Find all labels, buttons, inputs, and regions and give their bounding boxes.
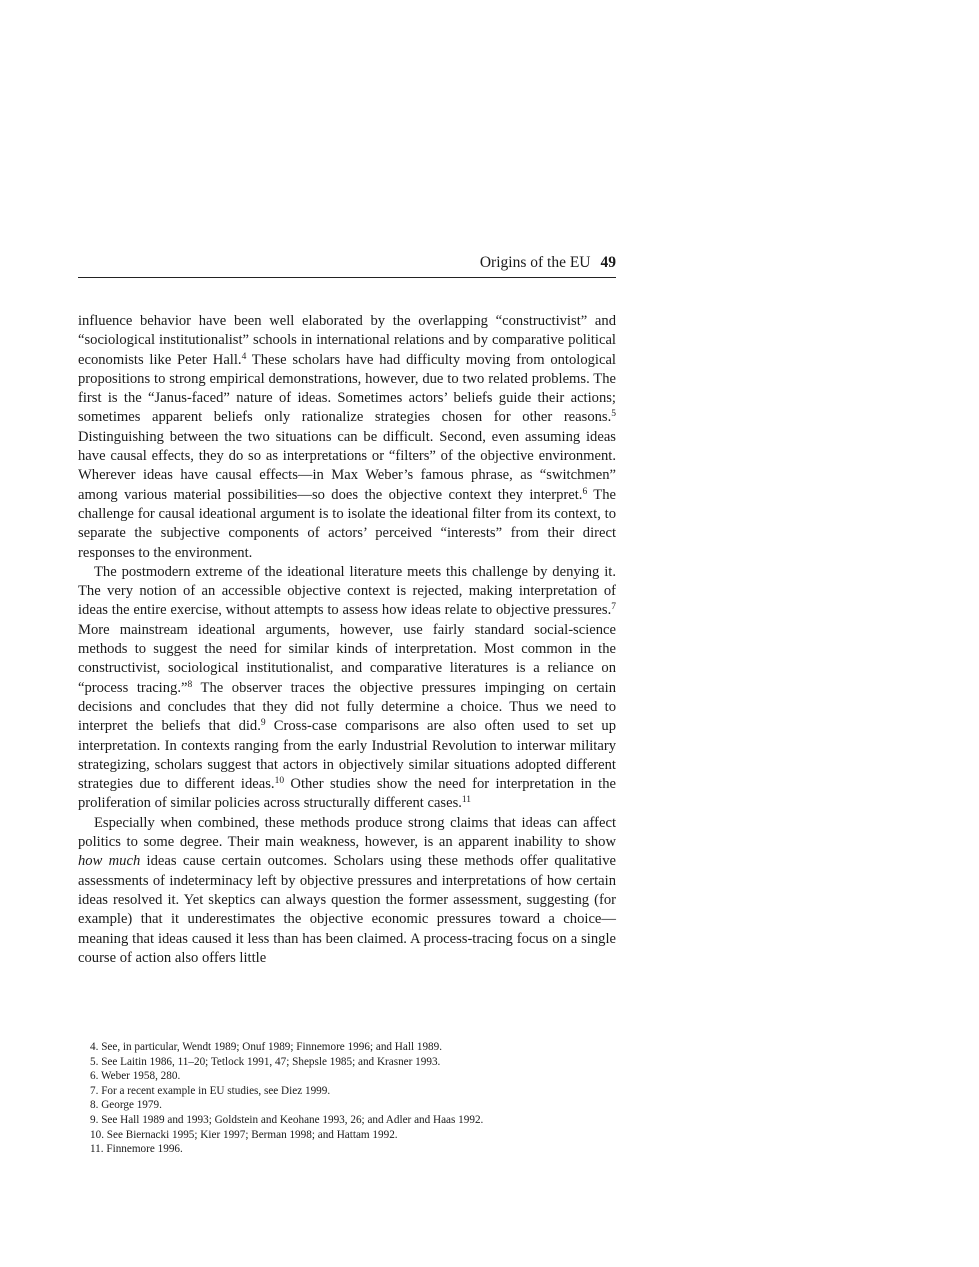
footnote-ref: 7	[611, 602, 616, 613]
running-title: Origins of the EU	[479, 254, 591, 271]
paragraph	[78, 563, 616, 814]
footnote: 11. Finnemore 1996.	[90, 1143, 183, 1156]
page-number: 49	[600, 254, 616, 271]
paragraph	[78, 312, 616, 563]
text-run: Especially when combined, these methods produce strong claims that ideas can affect politics to some degree. Their main weakness, however, is an apparent inability to show	[78, 814, 616, 851]
text-run: More mainstream ideational arguments, however, use fairly standard social-science methods to suggest the need for similar kinds of interpretation. Most common in the constructivist, sociological institutionalist, and comparative literatures is a reliance on “process tracing.”	[78, 621, 616, 696]
paragraph	[78, 814, 616, 968]
footnote: 4. See, in particular, Wendt 1989; Onuf 1989; Finnemore 1996; and Hall 1989.	[90, 1041, 443, 1053]
text-run: Cross-case comparisons are also often used to set up interpretation. In contexts ranging from the early Industrial Revolution to interwar military strategizing, scholars suggest that actors in objectively similar situations adopted different strategies due to different ideas.	[78, 718, 617, 793]
text-run: These scholars have had difficulty moving from ontological propositions to strong empirical demonstrations, however, due to two related problems. The first is the “Janus-faced” nature of ideas. Sometimes actors’ beliefs guide their actions; sometimes apparent beliefs only rationalize strategies chosen for other reasons.	[78, 351, 616, 426]
text-run: Other studies show the need for interpretation in the proliferation of similar policies across structurally different cases.	[78, 776, 616, 812]
footnote-ref: 5	[611, 409, 616, 420]
text-run: The observer traces the objective pressures impinging on certain decisions and concludes that they did not fully determine a choice. Thus we need to interpret the beliefs that did.	[78, 679, 616, 735]
header-rule	[78, 277, 616, 278]
emphasis-text: how much	[78, 853, 141, 870]
body-text	[78, 312, 616, 968]
footnote: 9. See Hall 1989 and 1993; Goldstein and Keohane 1993, 26; and Adler and Haas 1992.	[90, 1113, 484, 1126]
footnote-ref: 9	[260, 718, 266, 729]
text-run: The challenge for causal ideational argument is to isolate the ideational filter from its context, to separate the subjective components of actors’ perceived “interests” from their direct responses to the environment.	[78, 486, 616, 561]
footnote-ref: 6	[582, 486, 588, 497]
footnote: 6. Weber 1958, 280.	[90, 1070, 181, 1083]
text-run: ideas cause certain outcomes. Scholars using these methods offer qualitative assessments of indeterminacy left by objective pressures and interpretations of how certain ideas resolved it. Yet skeptics can always question the former assessment, suggesting (for example) that it underestimates the objective economic pressures toward a choice—meaning that ideas caused it less than has been claimed. A process-tracing focus on a single course of action also offers little	[78, 853, 616, 966]
footnote: 8. George 1979.	[90, 1099, 162, 1112]
footnote-ref: 8	[187, 679, 193, 690]
text-run: Distinguishing between the two situations can be difficult. Second, even assuming ideas have causal effects, they do so as interpretations or “filters” of the objective environment. Wherever ideas have causal effects—in Max Weber’s famous phrase, as “switchmen” among various material possibilities—so does the objective context they interpret.	[78, 428, 616, 503]
footnote: 10. See Biernacki 1995; Kier 1997; Berman 1998; and Hattam 1992.	[90, 1128, 398, 1141]
text-run: The postmodern extreme of the ideational literature meets this challenge by denying it. The very notion of an accessible objective context is rejected, making interpretation of ideas the entire exercise, without attempts to assess how ideas relate to objective pressures.	[78, 563, 616, 619]
footnote-ref: 10	[274, 776, 285, 787]
footnote-ref: 4	[241, 351, 247, 362]
text-run: influence behavior have been well elaborated by the overlapping “constructivist” and “sociological institutionalist” schools in international relations and by comparative political economists like Peter Hall.	[78, 313, 616, 368]
running-head	[78, 254, 616, 272]
footnotes	[90, 1040, 610, 1157]
footnote-ref: 11	[461, 795, 472, 806]
footnote: 7. For a recent example in EU studies, see Diez 1999.	[90, 1084, 331, 1097]
footnote: 5. See Laitin 1986, 11–20; Tetlock 1991, 47; Shepsle 1985; and Krasner 1993.	[90, 1055, 441, 1068]
